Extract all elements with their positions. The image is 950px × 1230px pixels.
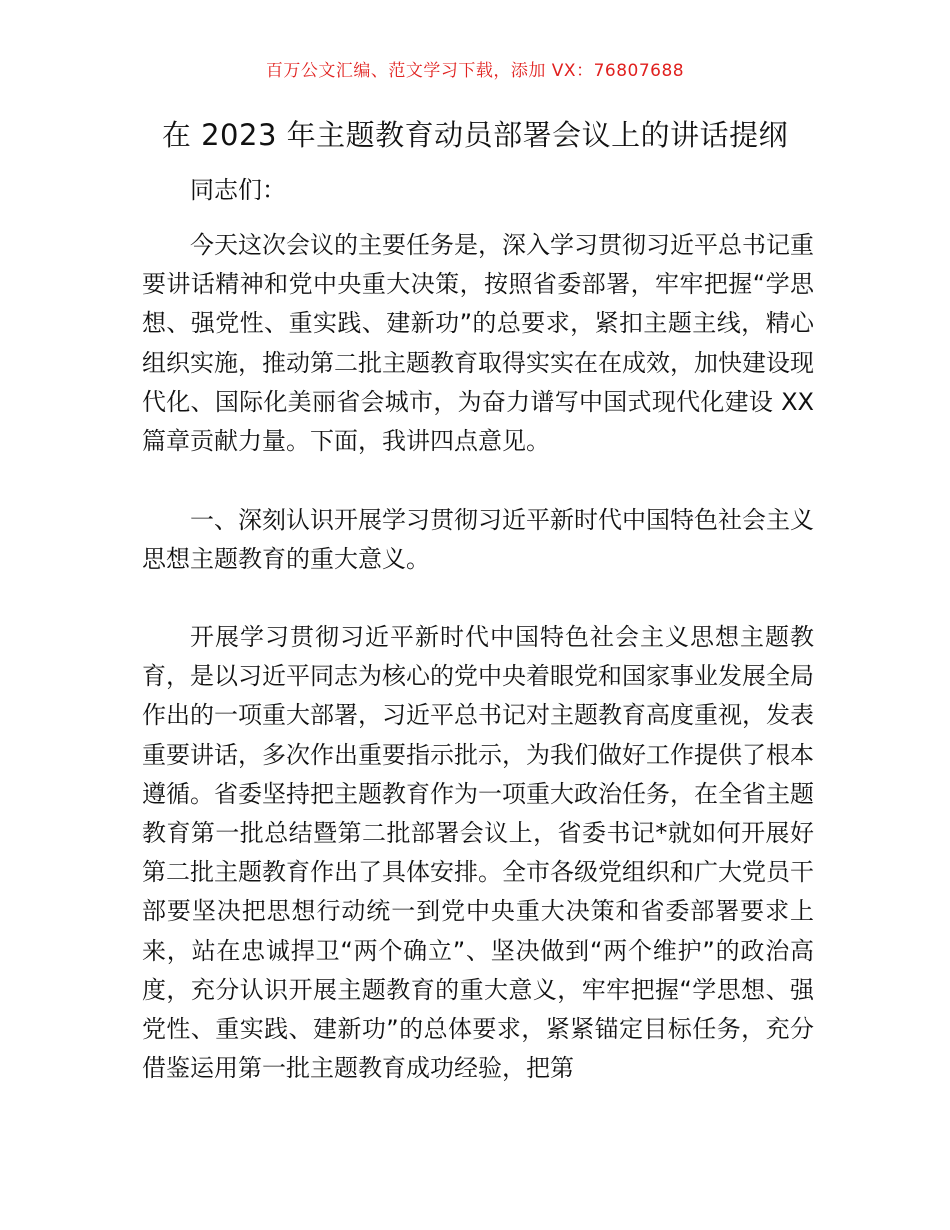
paragraph-2: 开展学习贯彻习近平新时代中国特色社会主义思想主题教育，是以习近平同志为核心的党中央着眼党和国家事业发展全局作出的一项重大部署，习近平总书记对主题教育高度重视，发表重要讲话，多次作出重要指示批示，为我们做好工作提供了根本遵循。省委坚持把主题教育作为一项重大政治任务，在全省主题教育第一批总结暨第二批部署会议上，省委书记*就如何开展好第二批主题教育作出了具体安排。全市各级党组织和广大党员干部要坚决把思想行动统一到党中央重大决策和省委部署要求上来，站在忠诚捍卫“两个确立”、坚决做到“两个维护”的政治高度，充分认识开展主题教育的重大意义，牢牢把握“学思想、强党性、重实践、建新功”的总体要求，紧紧锚定目标任务，充分借鉴运用第一批主题教育成功经验，把第 <box>142 623 814 1083</box>
greeting: 同志们： <box>190 176 286 204</box>
document-title: 在 2023 年主题教育动员部署会议上的讲话提纲 <box>161 118 789 152</box>
paragraph-1: 今天这次会议的主要任务是，深入学习贯彻习近平总书记重要讲话精神和党中央重大决策，按照省委部署，牢牢把握“学思想、强党性、重实践、建新功”的总要求，紧扣主题主线，精心组织实施，推动第二批主题教育取得实实在在成效，加快建设现代化、国际化美丽省会城市，为奋力谱写中国式现代化建设 XX 篇章贡献力量。下面，我讲四点意见。 <box>142 231 814 456</box>
header-banner: 百万公文汇编、范文学习下载，添加 VX：76807688 <box>265 61 685 81</box>
section-heading-1: 一、深刻认识开展学习贯彻习近平新时代中国特色社会主义思想主题教育的重大意义。 <box>142 506 814 574</box>
